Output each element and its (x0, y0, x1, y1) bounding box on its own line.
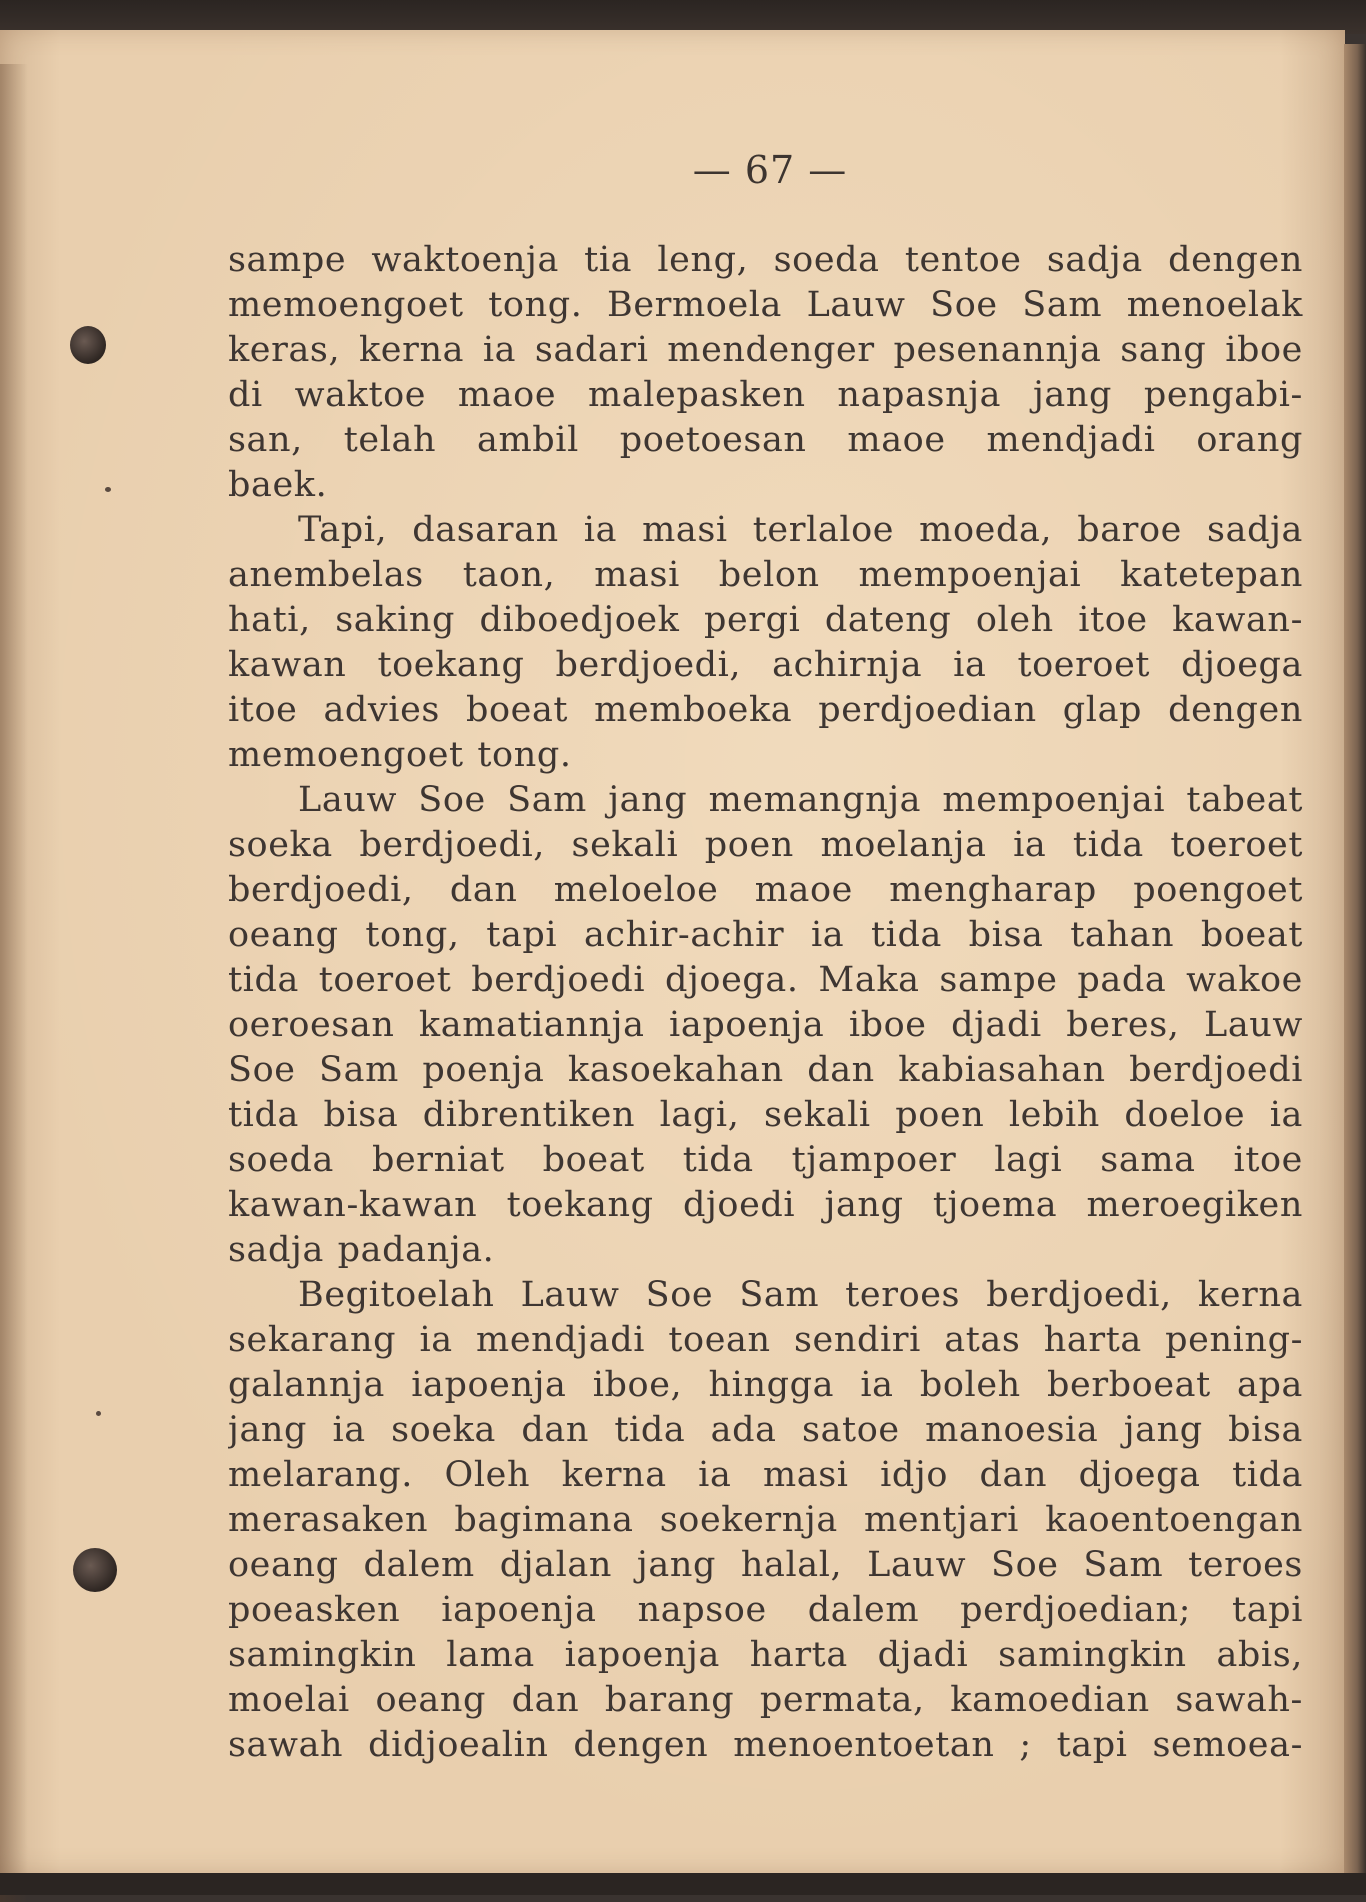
book-page (0, 30, 1345, 1873)
text-line: soeka berdjoedi, sekali poen moelanja ia tida toeroet (228, 825, 1303, 865)
text-line: oeang tong, tapi achir-achir ia tida bisa tahan boeat (228, 915, 1303, 955)
text-line: moelai oeang dan barang permata, kamoedian sawah- (228, 1680, 1303, 1720)
text-line: sadja padanja. (228, 1230, 495, 1270)
text-line: samingkin lama iapoenja harta djadi samingkin abis, (228, 1635, 1303, 1675)
scan-background-bottom (0, 1873, 1366, 1895)
paper-speck (96, 1411, 101, 1416)
text-line: soeda berniat boeat tida tjampoer lagi sama itoe (228, 1140, 1303, 1180)
text-line: Begitoelah Lauw Soe Sam teroes berdjoedi, kerna (298, 1275, 1303, 1315)
text-line: oeroesan kamatiannja iapoenja iboe djadi beres, Lauw (228, 1005, 1303, 1045)
text-line: kawan-kawan toekang djoedi jang tjoema meroegiken (228, 1185, 1303, 1225)
text-line: anembelas taon, masi belon mempoenjai katetepan (228, 555, 1303, 595)
text-line: Tapi, dasaran ia masi terlaloe moeda, baroe sadja (298, 510, 1303, 550)
text-line: hati, saking diboedjoek pergi dateng oleh itoe kawan- (228, 600, 1303, 640)
text-line: merasaken bagimana soekernja mentjari kaoentoengan (228, 1500, 1303, 1540)
page-edge (1344, 44, 1366, 1874)
text-line: jang ia soeka dan tida ada satoe manoesia jang bisa (228, 1410, 1303, 1450)
page-binding-shadow (0, 64, 28, 1902)
text-line: itoe advies boeat memboeka perdjoedian glap dengen (228, 690, 1303, 730)
text-line: oeang dalem djalan jang halal, Lauw Soe Sam teroes (228, 1545, 1303, 1585)
text-line: memoengoet tong. Bermoela Lauw Soe Sam menoelak (228, 285, 1303, 325)
text-line: poeasken iapoenja napsoe dalem perdjoedian; tapi (228, 1590, 1303, 1630)
text-line: tida toeroet berdjoedi djoega. Maka sampe pada wakoe (228, 960, 1303, 1000)
text-line: sekarang ia mendjadi toean sendiri atas harta pening- (228, 1320, 1303, 1360)
paper-speck (105, 487, 111, 492)
text-line: Soe Sam poenja kasoekahan dan kabiasahan berdjoedi (228, 1050, 1303, 1090)
body-text (228, 238, 1303, 1768)
binding-hole-top (70, 326, 106, 364)
text-line: sawah didjoealin dengen menoentoetan ; tapi semoea- (228, 1725, 1303, 1765)
text-line: melarang. Oleh kerna ia masi idjo dan djoega tida (228, 1455, 1303, 1495)
text-line: berdjoedi, dan meloeloe maoe mengharap poengoet (228, 870, 1303, 910)
text-line: san, telah ambil poetoesan maoe mendjadi orang (228, 420, 1303, 460)
text-line: baek. (228, 465, 328, 505)
binding-hole-bottom (73, 1548, 117, 1592)
text-line: kawan toekang berdjoedi, achirnja ia toeroet djoega (228, 645, 1303, 685)
text-line: Lauw Soe Sam jang memangnja mempoenjai tabeat (298, 780, 1303, 820)
text-line: galannja iapoenja iboe, hingga ia boleh berboeat apa (228, 1365, 1303, 1405)
text-line: tida bisa dibrentiken lagi, sekali poen lebih doeloe ia (228, 1095, 1303, 1135)
text-line: di waktoe maoe malepasken napasnja jang pengabi- (228, 375, 1303, 415)
text-line: sampe waktoenja tia leng, soeda tentoe sadja dengen (228, 240, 1303, 280)
text-line: keras, kerna ia sadari mendenger pesenannja sang iboe (228, 330, 1303, 370)
text-line: memoengoet tong. (228, 735, 572, 775)
scan-background-top (0, 0, 1366, 34)
page-number: — 67 — (692, 148, 848, 192)
